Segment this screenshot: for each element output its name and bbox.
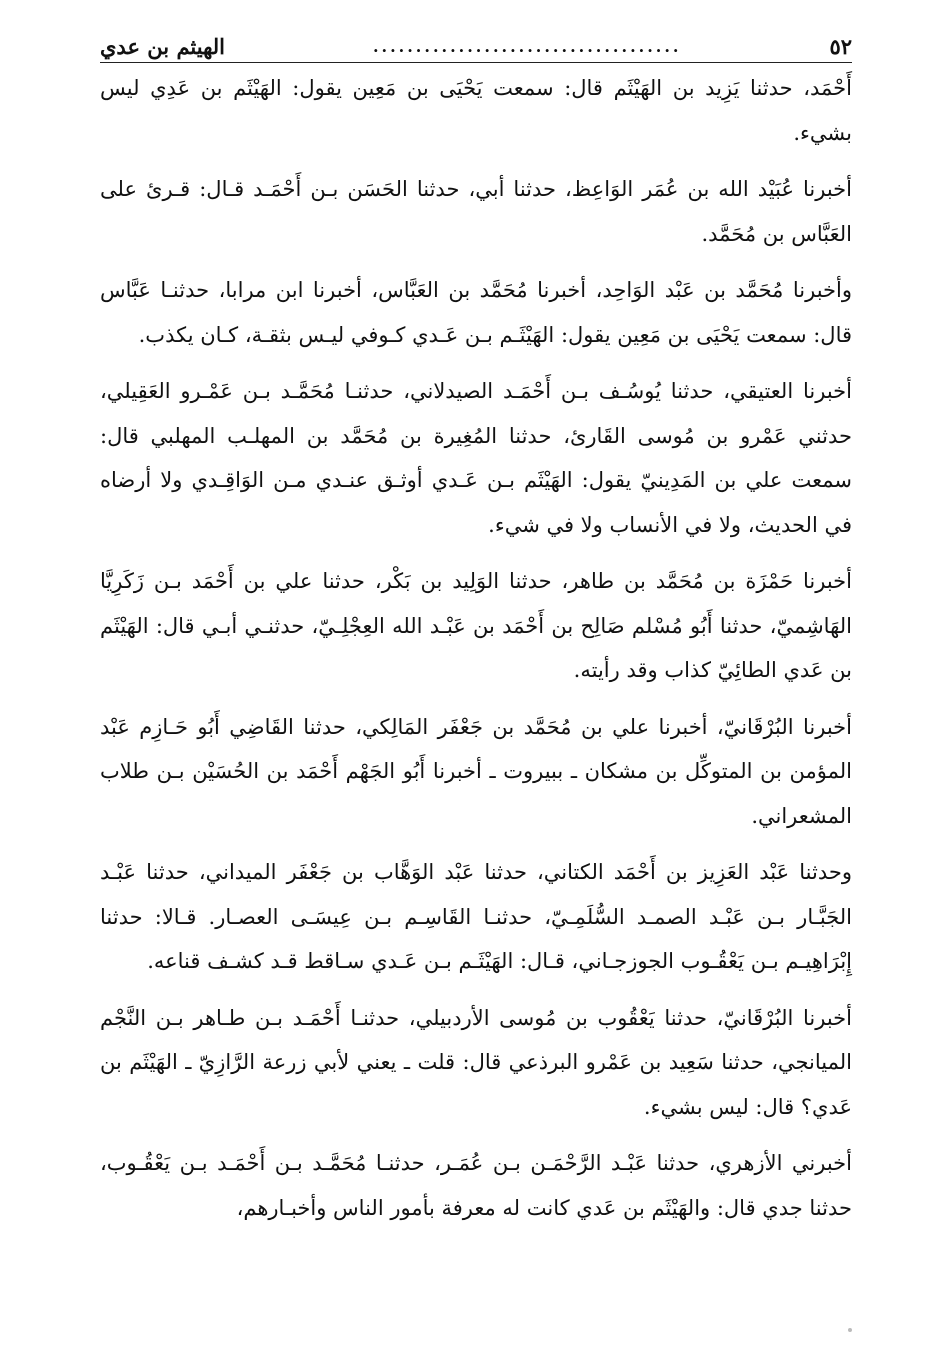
paragraph: أخبرنا العتيقي، حدثنا يُوسُـف بـن أَحْمَـد الصيدلاني، حدثنـا مُحَمَّـد بـن عَمْـرو العَقِيلي، حدثني عَمْرو بن مُوسى القَارئ، حدثنا المُغِيرة بن مُحَمَّد بن المهلـب المهلبي قال: سمعت علي بن المَدِينيّ يقول: الهَيْثَم بـن عَـدي أوثـق عنـدي مـن الوَاقِـدي ولا أرضاه في الحديث، ولا في الأنساب ولا في شيء.: [100, 379, 852, 537]
page-header: [100, 30, 852, 63]
paragraph: أخبرني الأزهري، حدثنا عَبْـد الرَّحْمَـن بـن عُمَـر، حدثنـا مُحَمَّـد بـن أَحْمَـد بـن يَعْقُـوب، حدثنا جدي قال: والهَيْثَم بن عَدي كانت له معرفة بأمور الناس وأخبـارهم،: [100, 1151, 852, 1220]
page-body: [100, 66, 852, 1242]
paragraph: أَحْمَد، حدثنا يَزِيد بن الهَيْثَم قال: سمعت يَحْيَى بن مَعِين يقول: الهَيْثَم بن عَدِي ليس بشيء.: [100, 76, 852, 145]
paragraph: أخبرنا عُبَيْد الله بن عُمَر الوَاعِظ، حدثنا أبي، حدثنا الحَسَن بـن أَحْمَـد قـال: قـرئ على العَبَّاس بن مُحَمَّد.: [100, 177, 852, 246]
scan-speck: [848, 1328, 852, 1332]
paragraph: أخبرنا البُرْقَانيّ، حدثنا يَعْقُوب بن مُوسى الأردبيلي، حدثنـا أَحْمَـد بـن طـاهر بـن النَّجْم الميانجي، حدثنا سَعِيد بن عَمْرو البرذعي قال: قلت ـ يعني لأبي زرعة الرَّازِيّ ـ الهَيْثَم بن عَدي؟ قال: ليس بشيء.: [100, 1005, 852, 1119]
paragraph: وأخبرنا مُحَمَّد بن عَبْد الوَاحِد، أخبرنا مُحَمَّد بن العَبَّاس، أخبرنا ابن مرابا، حدثنـا عَبَّاس قال: سمعت يَحْيَى بن مَعِين يقول: الهَيْثَـم بـن عَـدي كـوفي ليـس بثقـة، كـان يكذب.: [100, 278, 852, 347]
page-number: ٥٢: [829, 33, 852, 59]
paragraph: أخبرنا البُرْقَانيّ، أخبرنا علي بن مُحَمَّد بن جَعْفَر المَالِكي، حدثنا القَاضِي أَبُو حَـازِم عَبْد المؤمن بن المتوكِّل بن مشكان ـ ببيروت ـ أخبرنا أَبُو الجَهْم أَحْمَد بن الحُسَيْن بـن طلاب المشعراني.: [100, 714, 852, 828]
running-title: الهيثم بن عدي: [100, 33, 226, 59]
header-leader-dots: ....................................: [372, 36, 682, 56]
paragraph: أخبرنا حَمْزَة بن مُحَمَّد بن طاهر، حدثنا الوَلِيد بن بَكْر، حدثنا علي بن أَحْمَد بـن زَكَرِيَّا الهَاشِميّ، حدثنا أَبُو مُسْلم صَالِح بن أَحْمَد بن عَبْـد الله العِجْلِـيّ، حدثنـي أبـي قال: الهَيْثَم بن عَدي الطائِيّ كذاب وقد رأيته.: [100, 569, 852, 682]
paragraph: وحدثنا عَبْد العَزِيز بن أَحْمَد الكتاني، حدثنا عَبْد الوَهَّاب بن جَعْفَر الميداني، حدثنا عَبْـد الجَبَّـار بـن عَبْـد الصمـد السُّلَمِـيّ، حدثنـا القَاسِـم بـن عِيسَـى العصـار. قـالا: حدثنا إِبْرَاهِيـم بـن يَعْقُـوب الجوزجـاني، قـال: الهَيْثَـم بـن عَـدي سـاقط قـد كشـف قناعه.: [100, 860, 852, 973]
